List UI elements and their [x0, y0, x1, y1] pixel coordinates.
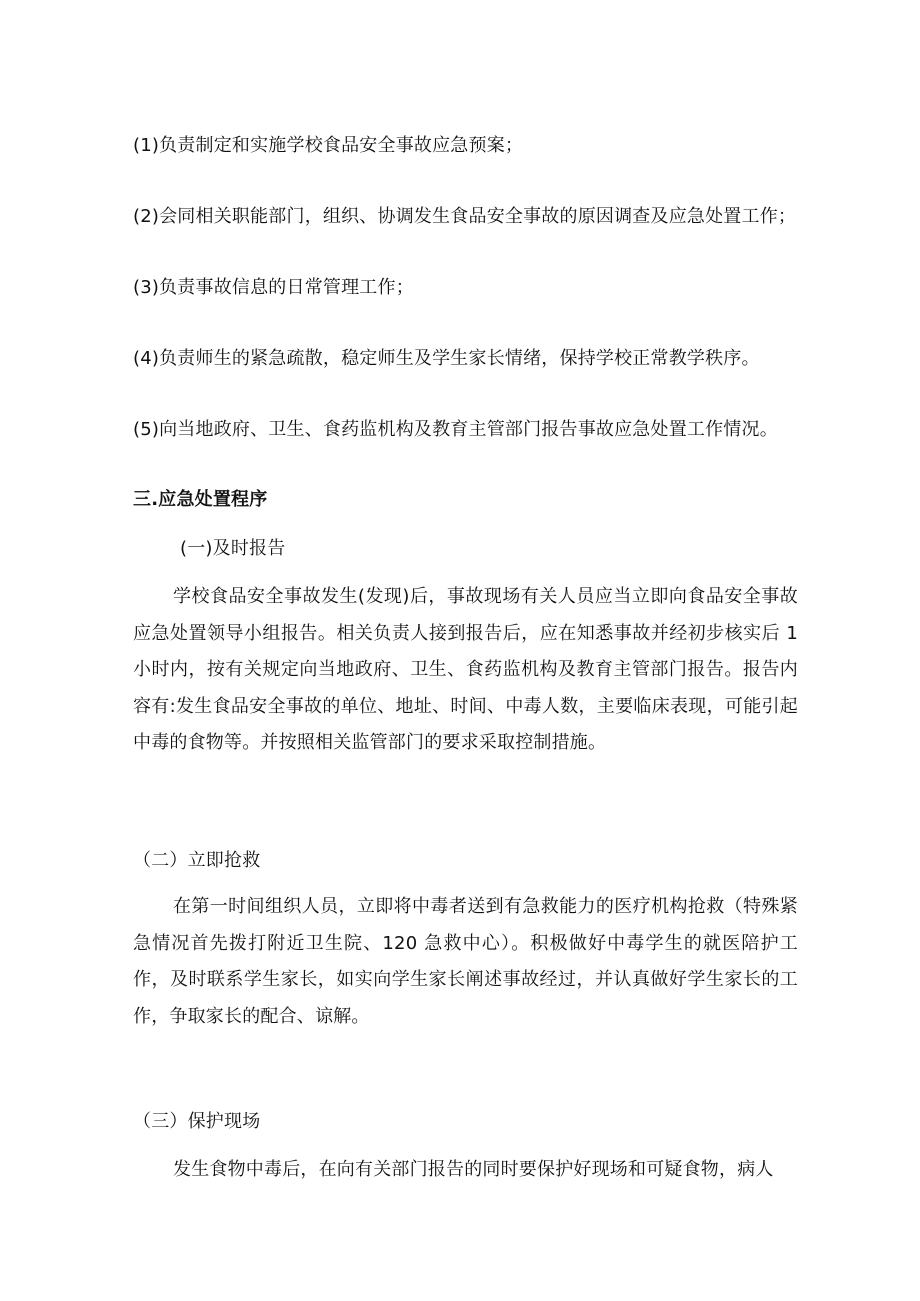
duty-item-3: (3)负责事故信息的日常管理工作；: [133, 277, 414, 298]
duty-item-1: (1)负责制定和实施学校食品安全事故应急预案；: [133, 135, 524, 156]
duty-item-4: (4)负责师生的紧急疏散，稳定师生及学生家长情绪，保持学校正常教学秩序。: [133, 348, 760, 369]
subsection-title-3: （三）保护现场: [133, 1111, 261, 1132]
duty-item-5: (5)向当地政府、卫生、食药监机构及教育主管部门报告事故应急处置工作情况。: [133, 419, 778, 440]
duty-item-2: (2)会同相关职能部门，组织、协调发生食品安全事故的原因调查及应急处置工作；: [133, 206, 797, 227]
subsection-title-2: （二）立即抢救: [133, 850, 261, 871]
subsection-body-3: 发生食物中毒后，在向有关部门报告的同时要保护好现场和可疑食物，病人: [173, 1159, 774, 1180]
subsection-title-1: (一)及时报告: [180, 538, 286, 559]
subsection-body-2: 在第一时间组织人员，立即将中毒者送到有急救能力的医疗机构抢救（特殊紧急情况首先拨打附近卫生院、120 急救中心）。积极做好中毒学生的就医陪护工作，及时联系学生家长，如实向学生家长阐述事故经过，并认真做好学生家长的工作，争取家长的配合、谅解。: [133, 896, 798, 1027]
section-heading: 三.应急处置程序: [133, 489, 268, 510]
subsection-body-1: 学校食品安全事故发生(发现)后，事故现场有关人员应当立即向食品安全事故应急处置领导小组报告。相关负责人接到报告后，应在知悉事故并经初步核实后 1 小时内，按有关规定向当地政府、卫生、食药监机构及教育主管部门报告。报告内容有:发生食品安全事故的单位、地址、时间、中毒人数，主要临床表现，可能引起中毒的食物等。并按照相关监管部门的要求采取控制措施。: [133, 586, 798, 754]
